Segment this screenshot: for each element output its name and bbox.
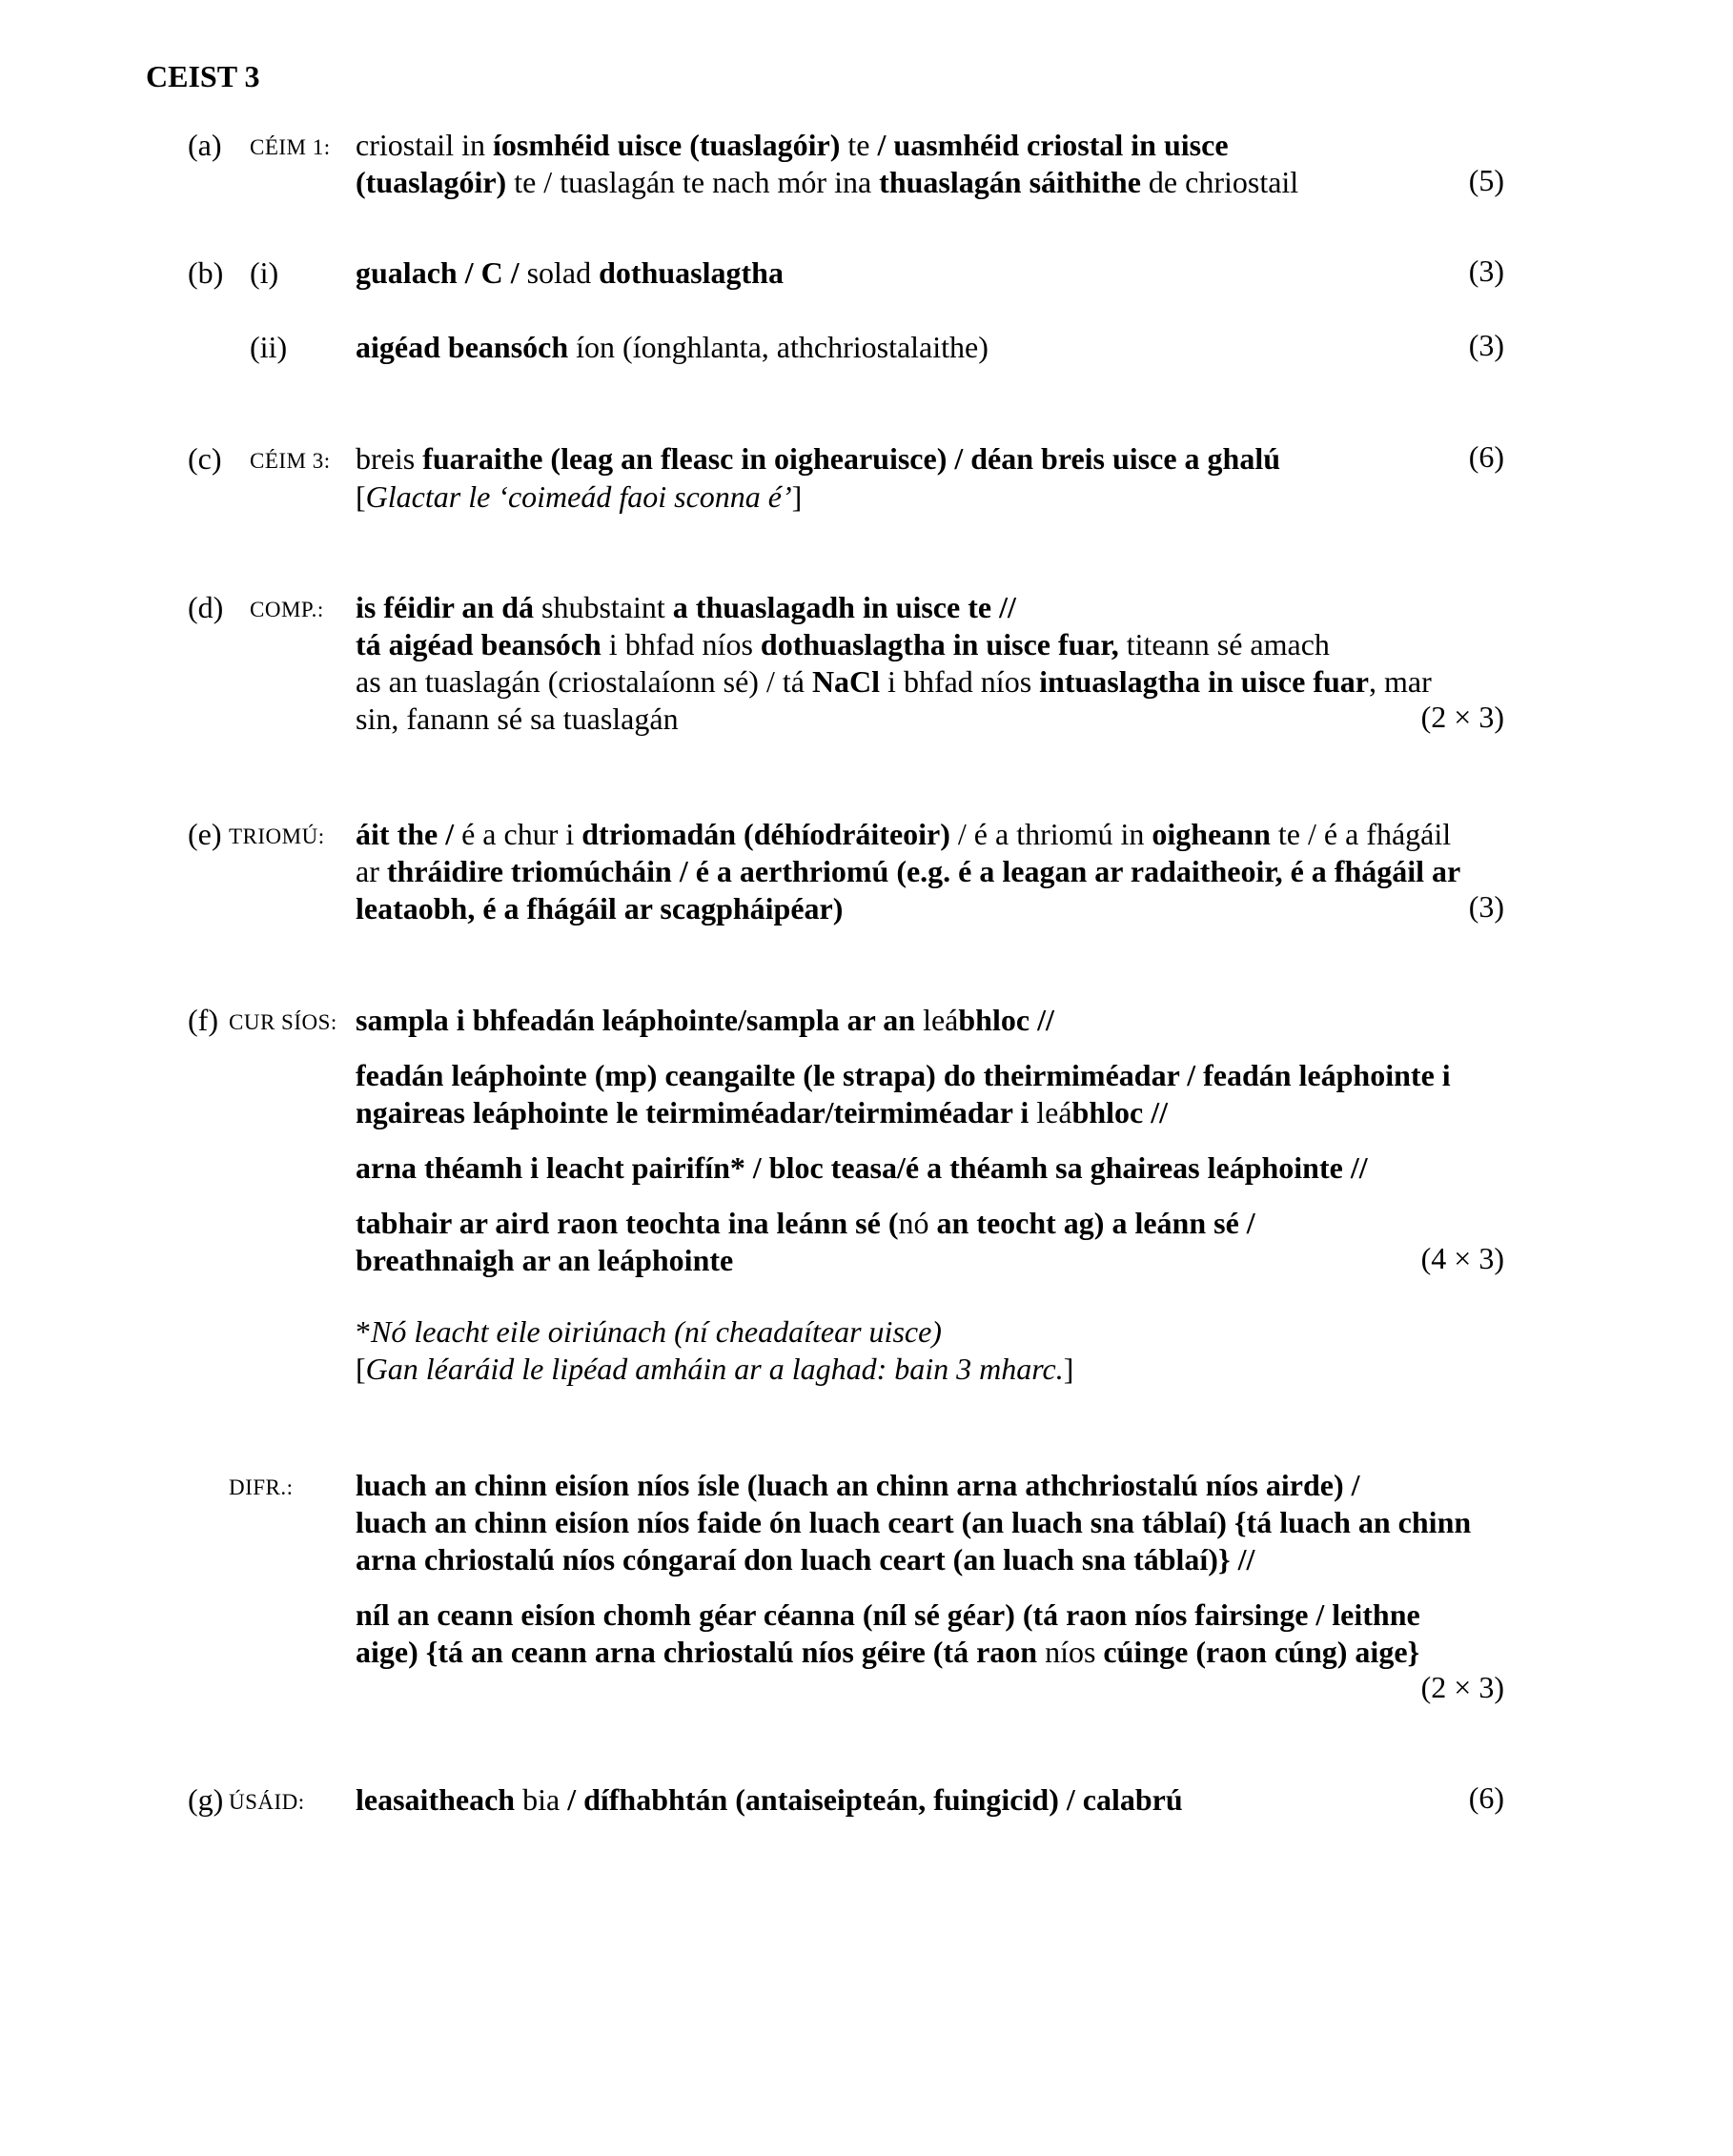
text-run: sin, fanann sé sa tuaslagán (356, 702, 679, 736)
text-run: leataobh, é a fhágáil ar scagpháipéar) (356, 891, 844, 925)
text-run: (tuaslagóir) (356, 165, 507, 199)
part-e-marker: (e) (188, 817, 222, 851)
difr-label: DIFR.: (229, 1475, 294, 1499)
text-run: tabhair ar aird raon teochta ina leánn sé ( (356, 1206, 899, 1240)
text-run: breathnaigh ar an leáphointe (356, 1243, 734, 1277)
part-d-line-4 (356, 700, 679, 738)
text-run: gualach / C / (356, 255, 520, 290)
text-run: bhloc // (958, 1003, 1054, 1037)
part-d-marks: (2 × 3) (1420, 700, 1504, 734)
part-f-marker: (f) (188, 1003, 218, 1037)
text-run: bhloc // (1071, 1095, 1168, 1129)
difr-line-1 (356, 1466, 1360, 1504)
difr-marks: (2 × 3) (1420, 1670, 1504, 1704)
text-run: is féidir an dá (356, 590, 534, 624)
text-run: áit the / (356, 817, 455, 851)
text-run: / uasmhéid criostal in uisce (877, 128, 1229, 162)
text-run: ] (1063, 1352, 1074, 1386)
text-run: tá aigéad beansóch (356, 627, 601, 661)
part-f-label: CUR SÍOS: (229, 1010, 337, 1034)
text-run: shubstaint (534, 590, 673, 624)
text-run: nó (898, 1206, 929, 1240)
part-d-line-1 (356, 588, 1016, 626)
difr-line-5 (356, 1633, 1419, 1671)
text-run: Nó leacht eile oiriúnach (ní cheadaítear uisce) (371, 1314, 942, 1349)
part-b-i-marker: (i) (250, 255, 279, 290)
text-run: a thuaslagadh in uisce te // (672, 590, 1016, 624)
text-run: arna chriostalú níos cóngaraí don luach ceart (an luach sna táblaí)} // (356, 1542, 1255, 1576)
text-run: titeann sé amach (1118, 627, 1330, 661)
text-run: an teocht ag) a leánn sé / (928, 1206, 1255, 1240)
text-run: te / é a fhágáil (1270, 817, 1452, 851)
text-run: criostail in (356, 128, 493, 162)
part-f-line-5 (356, 1204, 1255, 1242)
text-run: cúinge (raon cúng) aige} (1095, 1635, 1420, 1669)
part-f-line-4 (356, 1149, 1368, 1187)
text-run: Gan léaráid le lipéad amháin ar a laghad: bain 3 mharc. (365, 1352, 1064, 1386)
text-run: luach an chinn eisíon níos faide ón luach ceart (an luach sna táblaí) {tá luach an chinn (356, 1505, 1472, 1539)
text-run: Glactar le ‘coimeád faoi sconna é’ (365, 479, 792, 514)
part-e-line-3 (356, 889, 843, 927)
text-run: / é a thriomú in (949, 817, 1152, 851)
text-run: bia (515, 1782, 568, 1817)
part-a-marker: (a) (188, 128, 222, 162)
text-run: leasaitheach (356, 1782, 516, 1817)
text-run: solad (519, 255, 600, 290)
text-run: aige) {tá an ceann arna chriostalú níos géire (tá raon (356, 1635, 1046, 1669)
part-e-line-1 (356, 815, 1451, 853)
part-e-marks: (3) (1468, 889, 1504, 924)
text-run: [ (356, 479, 366, 514)
part-f-note-1 (356, 1312, 942, 1351)
text-run: de chriostail (1140, 165, 1299, 199)
text-run: te / tuaslagán te nach mór ina (506, 165, 880, 199)
part-c-marker: (c) (188, 441, 222, 476)
part-f-line-2 (356, 1056, 1451, 1094)
text-run: intuaslagtha in uisce fuar (1039, 664, 1369, 699)
part-f-line-6 (356, 1241, 733, 1279)
part-f-note-2 (356, 1350, 1073, 1388)
text-run: níl an ceann eisíon chomh géar céanna (níl sé géar) (tá raon níos fairsinge / leithne (356, 1597, 1420, 1632)
text-run: leá (1036, 1095, 1072, 1129)
text-run: íon (íonghlanta, athchriostalaithe) (568, 330, 989, 364)
text-run: luach an chinn eisíon níos ísle (luach an chinn arna athchriostalú níos airde) / (356, 1468, 1360, 1502)
text-run: é a chur i (454, 817, 582, 851)
part-d-marker: (d) (188, 590, 224, 624)
text-run: dothuaslagtha in uisce fuar, (760, 627, 1119, 661)
part-e-line-2 (356, 852, 1460, 890)
text-run: / dífhabhtán (antaiseipteán, fuingicid) / calabrú (567, 1782, 1183, 1817)
text-run: , mar (1368, 664, 1432, 699)
part-g-line-1 (356, 1780, 1183, 1819)
part-c-line-2 (356, 478, 802, 516)
page-title: CEIST 3 (146, 59, 260, 93)
text-run: aigéad beansóch (356, 330, 569, 364)
text-run: níos (1045, 1635, 1096, 1669)
text-run: thráidire triomúcháin / é a aerthriomú (e.g. é a leagan ar radaitheoir, é a fhágáil ar (386, 854, 1461, 888)
text-run: leá (923, 1003, 959, 1037)
part-b-i-marks: (3) (1468, 254, 1504, 288)
text-run: dtriomadán (déhíodráiteoir) (581, 817, 950, 851)
part-c-marks: (6) (1468, 439, 1504, 474)
difr-line-2 (356, 1503, 1471, 1541)
text-run: feadán leáphointe (mp) ceangailte (le strapa) do theirmiméadar / feadán leáphointe i (356, 1058, 1451, 1092)
part-d-line-2 (356, 625, 1330, 663)
part-g-marker: (g) (188, 1782, 224, 1817)
text-run: ngaireas leáphointe le teirmiméadar/teirmiméadar i (356, 1095, 1037, 1129)
part-f-line-3 (356, 1093, 1168, 1131)
part-g-label: ÚSÁID: (229, 1790, 305, 1814)
difr-line-4 (356, 1596, 1420, 1634)
part-d-line-3 (356, 662, 1432, 701)
difr-line-3 (356, 1540, 1254, 1578)
part-a-line-1 (356, 126, 1229, 164)
part-c-label: CÉIM 3: (250, 449, 331, 473)
part-c-line-1 (356, 439, 1280, 478)
text-run: te (840, 128, 878, 162)
text-run: dothuaslagtha (599, 255, 784, 290)
part-b-marker: (b) (188, 255, 224, 290)
part-e-label: TRIOMÚ: (229, 824, 325, 848)
part-d-label: COMP.: (250, 598, 324, 621)
text-run: i bhfad níos (880, 664, 1040, 699)
text-run: thuaslagán sáithithe (879, 165, 1141, 199)
text-run: oigheann (1152, 817, 1271, 851)
text-run: fuaraithe (leag an fleasc in oighearuisce) / déan breis uisce a ghalú (422, 441, 1281, 476)
part-f-marks: (4 × 3) (1420, 1241, 1504, 1275)
part-b-ii-marker: (ii) (250, 330, 288, 364)
text-run: i bhfad níos (601, 627, 761, 661)
part-a-marks: (5) (1468, 163, 1504, 197)
part-f-line-1 (356, 1001, 1054, 1039)
text-run: íosmhéid uisce (tuaslagóir) (492, 128, 841, 162)
part-g-marks: (6) (1468, 1780, 1504, 1815)
text-run: as an tuaslagán (criostalaíonn sé) / tá (356, 664, 812, 699)
part-a-line-2 (356, 163, 1298, 201)
text-run: NaCl (811, 664, 881, 699)
text-run: arna théamh i leacht pairifín* / bloc teasa/é a théamh sa ghaireas leáphointe // (356, 1150, 1368, 1185)
text-run: ar (356, 854, 387, 888)
text-run: [ (356, 1352, 366, 1386)
part-b-i-line (356, 254, 784, 292)
text-run: sampla i bhfeadán leáphointe/sampla ar an (356, 1003, 924, 1037)
part-b-ii-marks: (3) (1468, 328, 1504, 362)
text-run: * (356, 1314, 371, 1349)
part-a-label: CÉIM 1: (250, 135, 331, 159)
part-b-ii-line (356, 328, 989, 366)
text-run: breis (356, 441, 423, 476)
text-run: ] (791, 479, 803, 514)
